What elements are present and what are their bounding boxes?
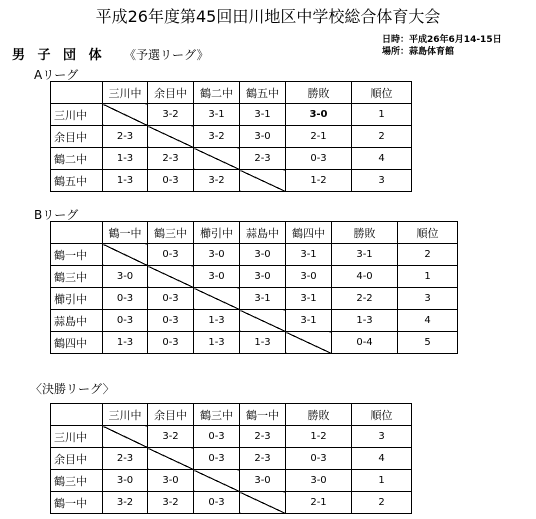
header-row	[51, 222, 458, 244]
self-match-cell	[103, 244, 148, 266]
record-cell: 3-0	[286, 104, 352, 126]
column-header: 勝敗	[332, 222, 398, 244]
team-name: 余目中	[51, 448, 103, 470]
final-league-table	[50, 403, 412, 514]
column-header: 余目中	[148, 82, 194, 104]
table-row	[51, 426, 412, 448]
score-cell: 3-1	[194, 104, 240, 126]
team-name: 三川中	[51, 104, 103, 126]
team-name: 鶴一中	[51, 492, 103, 514]
table-row	[51, 148, 412, 170]
score-cell: 3-0	[240, 266, 286, 288]
team-name: 余目中	[51, 126, 103, 148]
team-name: 鶴五中	[51, 170, 103, 192]
record-cell: 3-1	[332, 244, 398, 266]
column-header: 鶴五中	[240, 82, 286, 104]
team-name: 鶴二中	[51, 148, 103, 170]
rank-cell: 1	[352, 104, 412, 126]
column-header: 鶴一中	[240, 404, 286, 426]
table-row	[51, 492, 412, 514]
table-row	[51, 104, 412, 126]
score-cell: 0-3	[103, 310, 148, 332]
score-cell: 1-3	[103, 332, 148, 354]
table-row	[51, 310, 458, 332]
team-name: 鶴三中	[51, 266, 103, 288]
score-cell: 0-3	[103, 288, 148, 310]
score-cell: 3-2	[194, 126, 240, 148]
league-a-label: Aリーグ	[34, 68, 79, 82]
team-name: 鶴四中	[51, 332, 103, 354]
column-header: 順位	[398, 222, 458, 244]
score-cell: 0-3	[194, 492, 240, 514]
section-heading: 男 子 団 体	[12, 48, 106, 63]
score-cell: 1-3	[194, 310, 240, 332]
league-b-label: Bリーグ	[34, 208, 79, 222]
table-row	[51, 266, 458, 288]
score-cell: 3-1	[240, 288, 286, 310]
score-cell: 3-2	[148, 492, 194, 514]
table-row	[51, 170, 412, 192]
column-header: 櫛引中	[194, 222, 240, 244]
place-line	[382, 44, 454, 57]
record-cell: 2-2	[332, 288, 398, 310]
score-cell: 0-3	[148, 310, 194, 332]
score-cell: 0-3	[148, 170, 194, 192]
record-cell: 2-1	[286, 126, 352, 148]
table-row	[51, 244, 458, 266]
score-cell: 3-2	[194, 170, 240, 192]
final-league-label: 〈決勝リーグ〉	[30, 382, 115, 396]
corner-cell	[51, 82, 103, 104]
score-cell: 3-0	[240, 244, 286, 266]
record-cell: 3-0	[286, 470, 352, 492]
score-cell: 0-3	[194, 448, 240, 470]
column-header: 鶴一中	[103, 222, 148, 244]
score-cell: 2-3	[240, 148, 286, 170]
score-cell: 3-0	[240, 126, 286, 148]
score-cell: 3-1	[286, 310, 332, 332]
self-match-cell	[148, 126, 194, 148]
column-header: 勝敗	[286, 82, 352, 104]
column-header: 鶴二中	[194, 82, 240, 104]
table-row	[51, 332, 458, 354]
self-match-cell	[286, 332, 332, 354]
score-cell: 3-1	[286, 288, 332, 310]
team-name: 鶴三中	[51, 470, 103, 492]
score-cell: 1-3	[240, 332, 286, 354]
record-cell: 0-3	[286, 148, 352, 170]
self-match-cell	[148, 266, 194, 288]
team-name: 鶴一中	[51, 244, 103, 266]
column-header: 蒜島中	[240, 222, 286, 244]
score-cell: 0-3	[148, 288, 194, 310]
team-name: 三川中	[51, 426, 103, 448]
table-row	[51, 470, 412, 492]
self-match-cell	[148, 448, 194, 470]
rank-cell: 4	[398, 310, 458, 332]
self-match-cell	[194, 148, 240, 170]
self-match-cell	[103, 426, 148, 448]
score-cell: 3-0	[194, 244, 240, 266]
rank-cell: 3	[398, 288, 458, 310]
header-row	[51, 404, 412, 426]
column-header: 順位	[352, 82, 412, 104]
table-row	[51, 448, 412, 470]
rank-cell: 1	[398, 266, 458, 288]
column-header: 鶴四中	[286, 222, 332, 244]
rank-cell: 3	[352, 426, 412, 448]
score-cell: 0-3	[148, 332, 194, 354]
page-title: 平成26年度第45回田川地区中学校総合体育大会	[95, 7, 441, 26]
self-match-cell	[240, 310, 286, 332]
score-cell: 2-3	[148, 148, 194, 170]
date-value: ：平成26年6月14-15日	[400, 35, 502, 45]
record-cell: 0-3	[286, 448, 352, 470]
score-cell: 2-3	[103, 126, 148, 148]
team-name: 櫛引中	[51, 288, 103, 310]
column-header: 三川中	[103, 404, 148, 426]
score-cell: 0-3	[148, 244, 194, 266]
score-cell: 3-0	[148, 470, 194, 492]
self-match-cell	[194, 288, 240, 310]
score-cell: 3-0	[103, 266, 148, 288]
score-cell: 3-2	[148, 426, 194, 448]
score-cell: 1-3	[103, 170, 148, 192]
score-cell: 3-1	[240, 104, 286, 126]
league-b-table	[50, 221, 458, 354]
table-row	[51, 288, 458, 310]
column-header: 余目中	[148, 404, 194, 426]
place-label: 場所	[382, 47, 401, 57]
record-cell: 1-2	[286, 426, 352, 448]
record-cell: 1-3	[332, 310, 398, 332]
column-header: 順位	[352, 404, 412, 426]
rank-cell: 2	[352, 492, 412, 514]
score-cell: 3-2	[148, 104, 194, 126]
score-cell: 3-1	[286, 244, 332, 266]
score-cell: 2-3	[240, 426, 286, 448]
column-header: 勝敗	[286, 404, 352, 426]
score-cell: 3-0	[194, 266, 240, 288]
rank-cell: 3	[352, 170, 412, 192]
self-match-cell	[240, 170, 286, 192]
league-a-table	[50, 81, 412, 192]
section-subheading: 《予選リーグ》	[124, 48, 209, 62]
score-cell: 3-2	[103, 492, 148, 514]
rank-cell: 4	[352, 148, 412, 170]
score-cell: 1-3	[194, 332, 240, 354]
column-header: 鶴三中	[194, 404, 240, 426]
self-match-cell	[103, 104, 148, 126]
rank-cell: 2	[352, 126, 412, 148]
rank-cell: 4	[352, 448, 412, 470]
corner-cell	[51, 222, 103, 244]
place-value: ：蒜島体育館	[400, 47, 455, 57]
rank-cell: 2	[398, 244, 458, 266]
score-cell: 3-0	[240, 470, 286, 492]
score-cell: 2-3	[103, 448, 148, 470]
record-cell: 4-0	[332, 266, 398, 288]
rank-cell: 5	[398, 332, 458, 354]
self-match-cell	[240, 492, 286, 514]
score-cell: 1-3	[103, 148, 148, 170]
column-header: 三川中	[103, 82, 148, 104]
table-row	[51, 126, 412, 148]
date-label: 日時	[382, 35, 401, 45]
score-cell: 0-3	[194, 426, 240, 448]
corner-cell	[51, 404, 103, 426]
score-cell: 3-0	[286, 266, 332, 288]
column-header: 鶴三中	[148, 222, 194, 244]
self-match-cell	[194, 470, 240, 492]
record-cell: 2-1	[286, 492, 352, 514]
score-cell: 2-3	[240, 448, 286, 470]
header-row	[51, 82, 412, 104]
record-cell: 0-4	[332, 332, 398, 354]
rank-cell: 1	[352, 470, 412, 492]
team-name: 蒜島中	[51, 310, 103, 332]
score-cell: 3-0	[103, 470, 148, 492]
record-cell: 1-2	[286, 170, 352, 192]
